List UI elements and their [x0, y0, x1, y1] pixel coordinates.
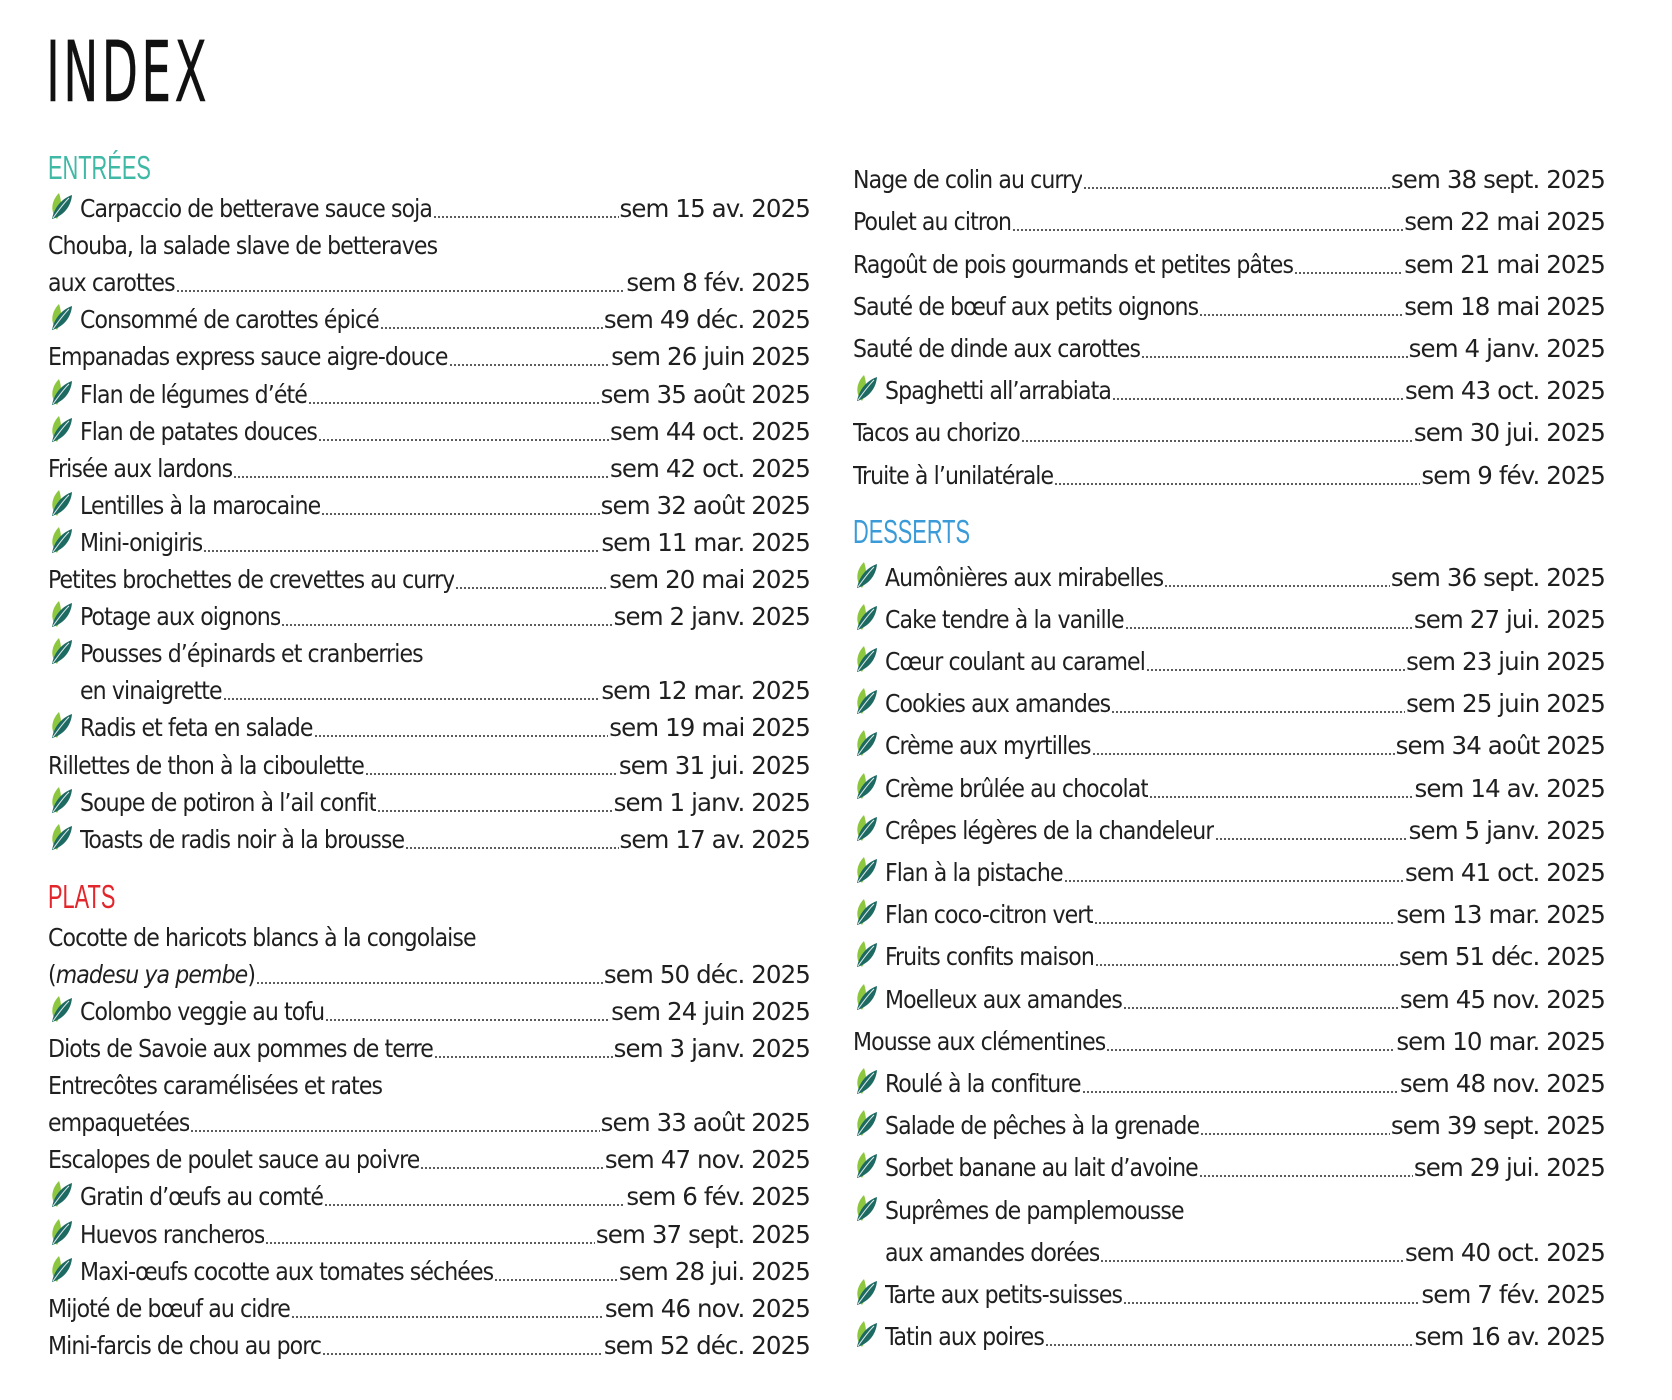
index-column-right	[853, 152, 1605, 1351]
recipe-name: Cœur coulant au caramel	[885, 647, 1145, 677]
recipe-name: Salade de pêches à la grenade	[885, 1111, 1200, 1141]
section-heading-desserts: DESSERTS	[853, 512, 971, 550]
index-entry[interactable]	[48, 594, 810, 631]
index-entry[interactable]	[853, 279, 1605, 321]
index-entry[interactable]	[853, 1140, 1605, 1182]
index-entry-continuation[interactable]	[48, 952, 810, 989]
index-entry[interactable]	[48, 223, 810, 260]
leader-dots	[256, 959, 603, 984]
week-reference: sem 17 av. 2025	[619, 824, 810, 854]
week-reference: sem 45 nov. 2025	[1399, 984, 1605, 1014]
leader-dots	[281, 602, 612, 627]
section-heading-plats: PLATS	[48, 877, 116, 915]
leaf-icon	[853, 772, 880, 800]
week-reference: sem 40 oct. 2025	[1404, 1237, 1605, 1267]
plats-list	[48, 915, 810, 1360]
leader-dots	[377, 787, 612, 812]
leader-dots	[321, 490, 599, 515]
leader-dots	[1012, 207, 1403, 232]
leaf-icon	[48, 711, 75, 739]
index-entry[interactable]	[853, 634, 1605, 676]
index-entry[interactable]	[48, 1211, 810, 1248]
index-entry[interactable]	[48, 817, 810, 854]
week-reference: sem 49 déc. 2025	[603, 305, 810, 335]
index-entry[interactable]	[48, 1174, 810, 1211]
index-entry[interactable]	[853, 447, 1605, 489]
leader-dots	[1112, 376, 1404, 401]
week-reference: sem 15 av. 2025	[619, 194, 810, 224]
week-reference: sem 19 mai 2025	[609, 713, 810, 743]
leader-dots	[1199, 1153, 1413, 1178]
week-reference: sem 14 av. 2025	[1414, 773, 1605, 803]
recipe-name: Chouba, la salade slave de betteraves	[48, 231, 438, 261]
week-reference: sem 36 sept. 2025	[1390, 562, 1605, 592]
recipe-name: Colombo veggie au tofu	[80, 996, 325, 1026]
week-reference: sem 50 déc. 2025	[603, 959, 810, 989]
index-entry[interactable]	[853, 1056, 1605, 1098]
index-entry[interactable]	[48, 631, 810, 668]
week-reference: sem 13 mar. 2025	[1396, 900, 1605, 930]
index-entry[interactable]	[48, 780, 810, 817]
recipe-name: Truite à l’unilatérale	[853, 460, 1054, 490]
leaf-icon	[853, 1151, 880, 1179]
index-entry[interactable]	[853, 929, 1605, 971]
recipe-name: Suprêmes de pamplemousse	[885, 1195, 1184, 1225]
recipe-name: Pousses d’épinards et cranberries	[80, 639, 423, 669]
index-entry[interactable]	[48, 1026, 810, 1063]
index-entry[interactable]	[853, 676, 1605, 718]
leader-dots	[1123, 984, 1399, 1009]
week-reference: sem 2 janv. 2025	[613, 602, 810, 632]
recipe-name: Sorbet banane au lait d’avoine	[885, 1153, 1198, 1183]
index-entry[interactable]	[853, 236, 1605, 278]
leader-dots	[1199, 291, 1403, 316]
leader-dots	[1215, 815, 1408, 840]
index-entry[interactable]	[853, 845, 1605, 887]
week-reference: sem 6 fév. 2025	[626, 1182, 810, 1212]
index-entry[interactable]	[853, 887, 1605, 929]
index-entry[interactable]	[48, 915, 810, 952]
index-entry[interactable]	[48, 705, 810, 742]
week-reference: sem 27 jui. 2025	[1413, 604, 1605, 634]
leader-dots	[325, 996, 610, 1021]
leader-dots	[1064, 858, 1404, 883]
week-reference: sem 29 jui. 2025	[1413, 1153, 1605, 1183]
index-entry-continuation[interactable]	[853, 1225, 1605, 1267]
week-reference: sem 32 août 2025	[600, 490, 810, 520]
leader-dots	[1294, 249, 1403, 274]
paren-open: (	[48, 959, 56, 989]
week-reference: sem 16 av. 2025	[1414, 1322, 1605, 1352]
index-entry[interactable]	[853, 194, 1605, 236]
week-reference: sem 8 fév. 2025	[626, 268, 810, 298]
week-reference: sem 25 juin 2025	[1406, 689, 1605, 719]
recipe-name-line2: aux carottes	[48, 268, 175, 298]
index-entry[interactable]	[853, 971, 1605, 1013]
week-reference: sem 35 août 2025	[600, 379, 810, 409]
leader-dots	[308, 379, 600, 404]
leader-dots	[433, 194, 619, 219]
index-entry-continuation[interactable]	[48, 1100, 810, 1137]
recipe-name: Moelleux aux amandes	[885, 984, 1122, 1014]
recipe-name: Flan à la pistache	[885, 858, 1063, 887]
week-reference: sem 30 jui. 2025	[1413, 418, 1605, 448]
leader-dots	[1164, 562, 1390, 587]
recipe-name: Radis et feta en salade	[80, 713, 313, 743]
week-reference: sem 24 juin 2025	[611, 996, 810, 1026]
recipe-name: Potage aux oignons	[80, 602, 281, 632]
leader-dots	[1149, 773, 1413, 798]
week-reference: sem 1 janv. 2025	[613, 787, 810, 817]
leader-dots	[265, 1219, 595, 1244]
recipe-name: Escalopes de poulet sauce au poivre	[48, 1145, 420, 1175]
recipe-name: Maxi-œufs cocotte aux tomates séchées	[80, 1256, 494, 1286]
recipe-name: Aumônières aux mirabelles	[885, 562, 1164, 592]
leader-dots	[1146, 647, 1405, 672]
index-entry[interactable]	[853, 803, 1605, 845]
leaf-icon	[48, 303, 75, 331]
recipe-name: Mini-onigiris	[80, 527, 203, 557]
recipe-name: Nage de colin au curry	[853, 165, 1083, 195]
leader-dots	[203, 527, 600, 552]
week-reference: sem 47 nov. 2025	[604, 1145, 810, 1175]
recipe-name: Crêpes légères de la chandeleur	[885, 815, 1214, 845]
leader-dots	[314, 713, 609, 738]
week-reference: sem 52 déc. 2025	[603, 1330, 810, 1360]
recipe-name-line2	[48, 960, 255, 989]
week-reference: sem 3 janv. 2025	[613, 1034, 810, 1064]
leader-dots	[1106, 1026, 1395, 1051]
recipe-name: Roulé à la confiture	[885, 1068, 1081, 1098]
leader-dots	[1054, 460, 1420, 485]
entrees-list	[48, 186, 810, 854]
recipe-name: Tatin aux poires	[885, 1322, 1044, 1352]
leader-dots	[324, 1182, 625, 1207]
leaf-icon	[48, 1180, 75, 1208]
index-entry[interactable]	[853, 321, 1605, 363]
index-entry[interactable]	[853, 550, 1605, 592]
week-reference: sem 28 jui. 2025	[618, 1256, 810, 1286]
index-entry[interactable]	[48, 1137, 810, 1174]
leaf-icon	[853, 1109, 880, 1137]
week-reference: sem 12 mar. 2025	[601, 676, 810, 706]
leader-dots	[1095, 942, 1398, 967]
leader-dots	[190, 1108, 599, 1133]
leader-dots	[434, 1034, 613, 1059]
recipe-name: Crème aux myrtilles	[885, 731, 1091, 761]
leader-dots	[223, 676, 601, 701]
index-entry[interactable]	[853, 152, 1605, 194]
leader-dots	[322, 1330, 603, 1355]
leaf-icon	[48, 378, 75, 406]
leader-dots	[1123, 1279, 1420, 1304]
leader-dots	[1141, 333, 1408, 358]
recipe-name: Consommé de carottes épicé	[80, 305, 379, 335]
leader-dots	[1094, 900, 1395, 925]
recipe-name: Cake tendre à la vanille	[885, 604, 1124, 634]
index-entry[interactable]	[48, 1323, 810, 1360]
recipe-name: Diots de Savoie aux pommes de terre	[48, 1034, 433, 1064]
recipe-name: Toasts de radis noir à la brousse	[80, 824, 405, 854]
recipe-name: Soupe de potiron à l’ail confit	[80, 787, 377, 817]
index-entry[interactable]	[48, 334, 810, 371]
recipe-name: Empanadas express sauce aigre-douce	[48, 342, 448, 372]
leader-dots	[420, 1145, 604, 1170]
recipe-name: Mini-farcis de chou au porc	[48, 1330, 322, 1360]
index-entry[interactable]	[48, 1249, 810, 1286]
week-reference: sem 46 nov. 2025	[604, 1293, 810, 1323]
leader-dots	[1083, 165, 1389, 190]
recipe-name: Sauté de dinde aux carottes	[853, 333, 1141, 363]
leader-dots	[494, 1256, 618, 1281]
index-entry[interactable]	[853, 592, 1605, 634]
recipe-name: Ragoût de pois gourmands et petites pâtes	[853, 249, 1294, 279]
leaf-icon	[853, 1278, 880, 1306]
recipe-name: Cocotte de haricots blancs à la congolaise	[48, 922, 476, 952]
recipe-name-line2: en vinaigrette	[80, 676, 222, 706]
leaf-icon	[48, 786, 75, 814]
index-entry[interactable]	[853, 1182, 1605, 1224]
index-entry[interactable]	[853, 1098, 1605, 1140]
section-heading-entrees: ENTRÉES	[48, 149, 151, 186]
recipe-name: Carpaccio de betterave sauce soja	[80, 194, 432, 224]
week-reference: sem 10 mar. 2025	[1396, 1026, 1605, 1056]
week-reference: sem 34 août 2025	[1395, 731, 1605, 761]
leader-dots	[1045, 1322, 1414, 1347]
index-entry[interactable]	[48, 520, 810, 557]
index-entry[interactable]	[853, 1267, 1605, 1309]
leaf-icon	[853, 1320, 880, 1348]
week-reference: sem 48 nov. 2025	[1399, 1068, 1605, 1098]
week-reference: sem 44 oct. 2025	[609, 416, 810, 446]
recipe-name-italic: madesu ya pembe	[55, 959, 248, 989]
week-reference: sem 5 janv. 2025	[1408, 815, 1605, 845]
week-reference: sem 26 juin 2025	[611, 342, 810, 372]
recipe-name: Tarte aux petits-suisses	[885, 1279, 1123, 1309]
week-reference: sem 41 oct. 2025	[1404, 858, 1605, 887]
leaf-icon	[853, 940, 880, 968]
recipe-name: Crème brûlée au chocolat	[885, 773, 1149, 803]
leaf-icon	[48, 600, 75, 628]
leader-dots	[233, 453, 609, 478]
week-reference: sem 4 janv. 2025	[1408, 333, 1605, 363]
paren-close: )	[247, 959, 256, 989]
recipe-name: Flan de légumes d’été	[80, 379, 307, 409]
index-entry[interactable]	[48, 297, 810, 334]
week-reference: sem 42 oct. 2025	[609, 453, 810, 483]
week-reference: sem 37 sept. 2025	[595, 1219, 810, 1249]
leaf-icon	[853, 374, 880, 402]
recipe-name: Frisée aux lardons	[48, 453, 233, 483]
recipe-name: Flan coco-citron vert	[885, 900, 1094, 930]
recipe-name: Tacos au chorizo	[853, 418, 1020, 448]
week-reference: sem 23 juin 2025	[1406, 647, 1605, 677]
index-entry[interactable]	[48, 186, 810, 223]
leaf-icon	[853, 898, 880, 926]
week-reference: sem 43 oct. 2025	[1404, 376, 1605, 406]
plats-list-continued	[853, 152, 1605, 490]
leader-dots	[1200, 1111, 1390, 1136]
leaf-icon	[853, 687, 880, 715]
leaf-icon	[48, 489, 75, 517]
leaf-icon	[48, 526, 75, 554]
leader-dots	[176, 268, 626, 293]
recipe-name: Poulet au citron	[853, 207, 1012, 237]
leaf-icon	[853, 1194, 880, 1222]
week-reference: sem 38 sept. 2025	[1390, 165, 1605, 195]
week-reference: sem 11 mar. 2025	[601, 527, 810, 557]
week-reference: sem 7 fév. 2025	[1421, 1279, 1605, 1309]
week-reference: sem 21 mai 2025	[1404, 249, 1605, 279]
leaf-icon	[853, 814, 880, 842]
leader-dots	[455, 565, 608, 590]
leader-dots	[1082, 1068, 1399, 1093]
week-reference: sem 31 jui. 2025	[618, 750, 810, 780]
index-entry[interactable]	[853, 760, 1605, 802]
leaf-icon	[853, 729, 880, 757]
recipe-name: Mijoté de bœuf au cidre	[48, 1293, 290, 1323]
desserts-list	[853, 550, 1605, 1352]
index-entry[interactable]	[853, 405, 1605, 447]
leader-dots	[1100, 1237, 1404, 1262]
index-entry[interactable]	[48, 1063, 810, 1100]
index-entry[interactable]	[48, 371, 810, 408]
index-entry[interactable]	[48, 742, 810, 779]
index-entry[interactable]	[48, 446, 810, 483]
leader-dots	[1021, 418, 1413, 443]
recipe-name: Sauté de bœuf aux petits oignons	[853, 291, 1199, 321]
recipe-name: Gratin d’œufs au comté	[80, 1182, 324, 1212]
week-reference: sem 20 mai 2025	[609, 565, 810, 595]
leader-dots	[1111, 689, 1405, 714]
recipe-name: Cookies aux amandes	[885, 689, 1111, 719]
index-entry-continuation[interactable]	[48, 260, 810, 297]
leader-dots	[365, 750, 618, 775]
week-reference: sem 22 mai 2025	[1404, 207, 1605, 237]
recipe-name: Entrecôtes caramélisées et rates	[48, 1071, 383, 1101]
index-entry[interactable]	[853, 718, 1605, 760]
leaf-icon	[853, 1067, 880, 1095]
week-reference: sem 39 sept. 2025	[1390, 1111, 1605, 1141]
leaf-icon	[48, 415, 75, 443]
recipe-name: Mousse aux clémentines	[853, 1026, 1106, 1056]
week-reference: sem 18 mai 2025	[1404, 291, 1605, 321]
leader-dots	[380, 305, 603, 330]
index-entry[interactable]	[853, 1014, 1605, 1056]
week-reference: sem 51 déc. 2025	[1398, 942, 1605, 972]
leaf-icon	[853, 603, 880, 631]
index-entry[interactable]	[853, 1309, 1605, 1351]
index-entry[interactable]	[48, 1286, 810, 1323]
week-reference: sem 9 fév. 2025	[1421, 460, 1605, 490]
leaf-icon	[853, 561, 880, 589]
leader-dots	[449, 342, 611, 367]
leaf-icon	[853, 856, 880, 884]
recipe-name: Petites brochettes de crevettes au curry	[48, 565, 455, 595]
leader-dots	[1092, 731, 1395, 756]
leader-dots	[318, 416, 609, 441]
recipe-name: Rillettes de thon à la ciboulette	[48, 750, 364, 780]
recipe-name: Huevos rancheros	[80, 1219, 265, 1249]
index-entry[interactable]	[48, 557, 810, 594]
recipe-name-line2: empaquetées	[48, 1108, 190, 1138]
leaf-icon	[48, 1218, 75, 1246]
index-entry-continuation[interactable]	[48, 668, 810, 705]
leaf-icon	[48, 1255, 75, 1283]
leaf-icon	[48, 192, 75, 220]
leaf-icon	[48, 637, 75, 665]
index-entry[interactable]	[48, 989, 810, 1026]
recipe-name: Lentilles à la marocaine	[80, 490, 321, 520]
leader-dots	[1125, 604, 1413, 629]
leader-dots	[291, 1293, 604, 1318]
leaf-icon	[48, 995, 75, 1023]
recipe-name: Fruits confits maison	[885, 942, 1094, 972]
week-reference: sem 33 août 2025	[600, 1108, 810, 1138]
leaf-icon	[853, 983, 880, 1011]
leader-dots	[405, 824, 618, 849]
index-entry[interactable]	[48, 483, 810, 520]
leaf-icon	[48, 823, 75, 851]
recipe-name: Spaghetti all’arrabiata	[885, 376, 1111, 406]
page-title: INDEX	[46, 23, 211, 121]
index-column-left	[48, 150, 810, 1360]
leaf-icon	[853, 645, 880, 673]
recipe-name: Flan de patates douces	[80, 416, 317, 446]
recipe-name-line2: aux amandes dorées	[885, 1237, 1100, 1267]
index-entry[interactable]	[853, 363, 1605, 405]
index-entry[interactable]	[48, 409, 810, 446]
